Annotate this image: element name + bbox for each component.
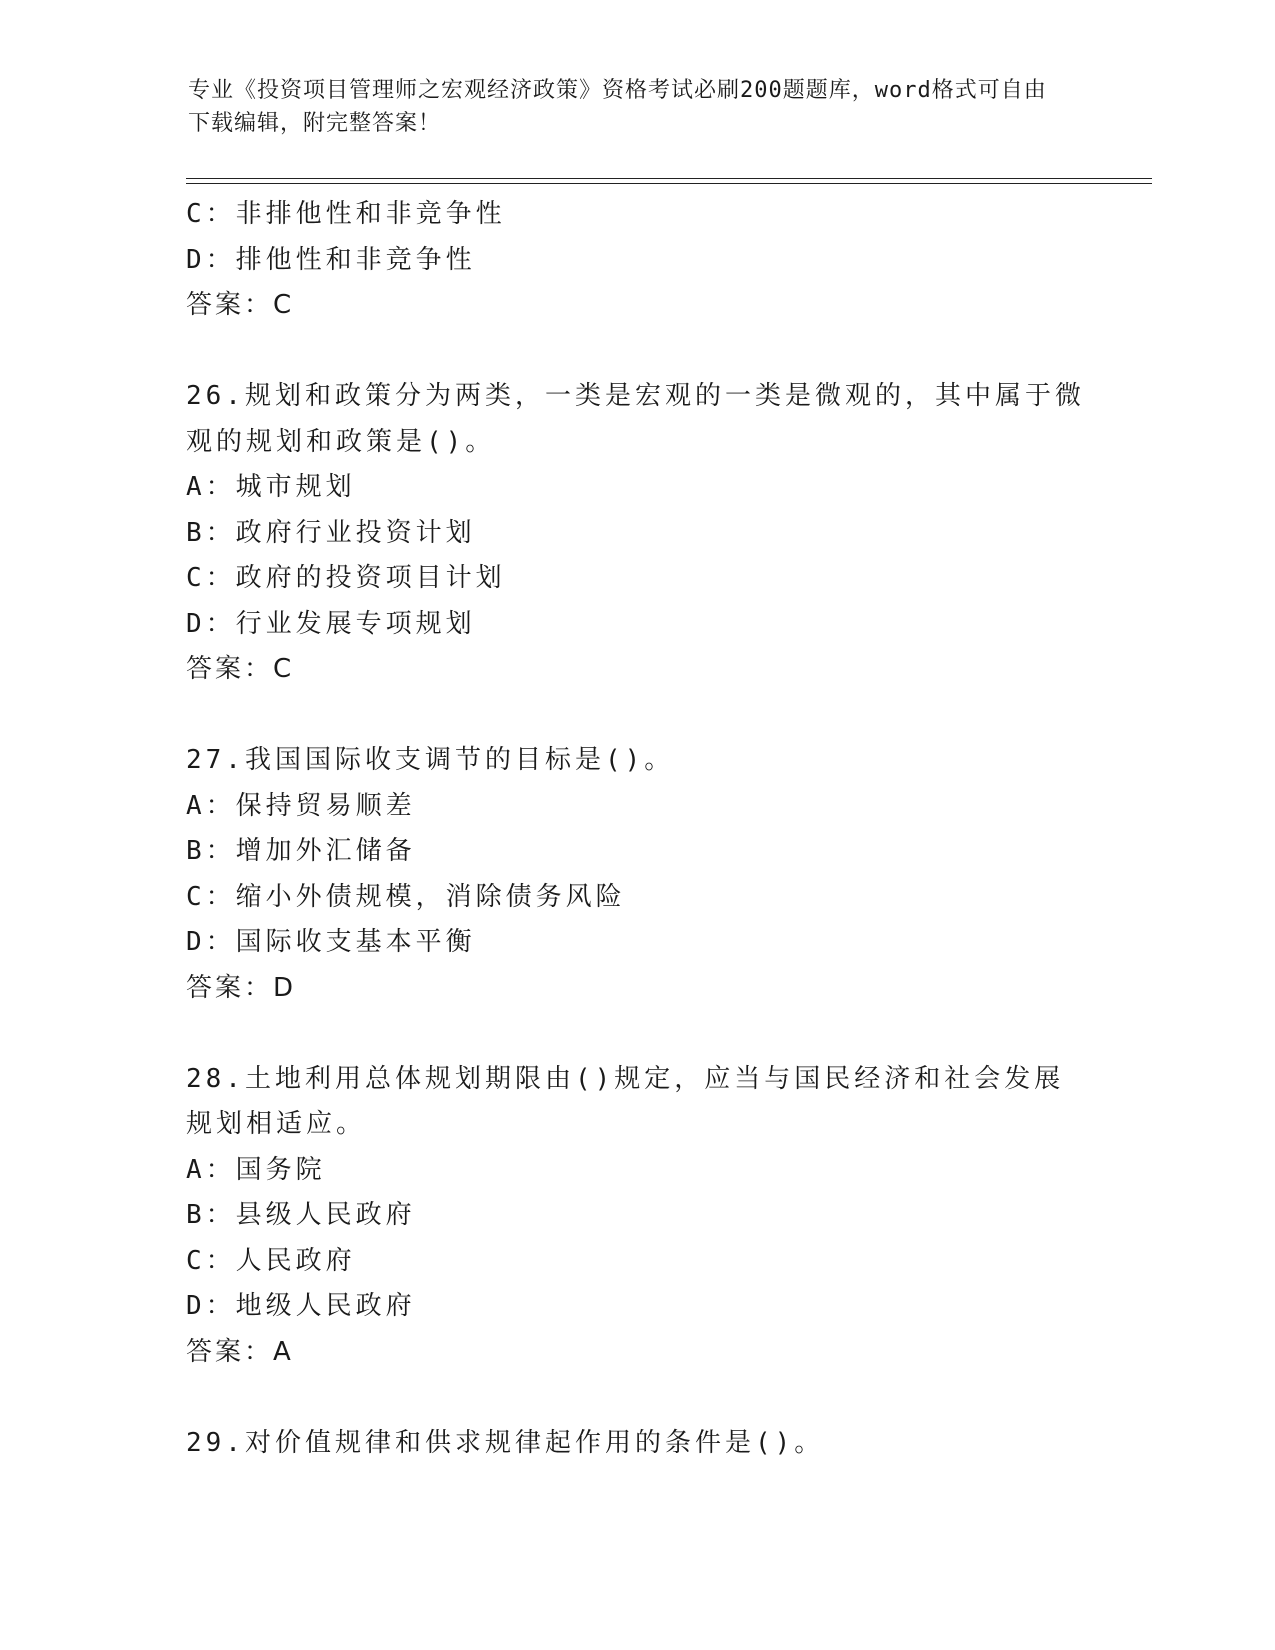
answer-line: 答案：A — [186, 1336, 294, 1367]
question-list — [186, 192, 1086, 1466]
answer-line: 答案：C — [186, 290, 295, 320]
option-b: B：县级人民政府 — [186, 1200, 416, 1230]
question-28 — [186, 1057, 1086, 1376]
spacer — [186, 329, 1086, 375]
answer-line: 答案：C — [186, 654, 295, 684]
option-a: A：国务院 — [186, 1154, 326, 1185]
carry-over-question — [186, 192, 1086, 329]
question-29 — [186, 1421, 1086, 1467]
option-d: D：国际收支基本平衡 — [186, 927, 476, 957]
option-c: C：缩小外债规模，消除债务风险 — [186, 881, 626, 912]
option-d: D：排他性和非竞争性 — [186, 244, 476, 275]
option-a: A：保持贸易顺差 — [186, 790, 416, 821]
spacer — [186, 1011, 1086, 1057]
option-c: C：政府的投资项目计划 — [186, 563, 506, 593]
document-header: 专业《投资项目管理师之宏观经济政策》资格考试必刷200题题库，word格式可自由下载编辑，附完整答案！ — [188, 78, 1047, 136]
option-b: B：政府行业投资计划 — [186, 517, 476, 548]
question-text: 26.规划和政策分为两类，一类是宏观的一类是微观的，其中属于微观的规划和政策是()。 — [186, 381, 1085, 457]
question-text: 27.我国国际收支调节的目标是()。 — [186, 745, 675, 775]
question-text: 28.土地利用总体规划期限由()规定，应当与国民经济和社会发展规划相适应。 — [186, 1063, 1065, 1139]
question-27 — [186, 738, 1086, 1011]
question-text: 29.对价值规律和供求规律起作用的条件是()。 — [186, 1427, 825, 1458]
question-26 — [186, 374, 1086, 693]
spacer — [186, 693, 1086, 739]
option-d: D：行业发展专项规划 — [186, 608, 476, 639]
option-c: C：人民政府 — [186, 1245, 356, 1276]
option-b: B：增加外汇储备 — [186, 836, 416, 866]
spacer — [186, 1375, 1086, 1421]
header-rule-top — [186, 178, 1152, 179]
header-rule-bottom — [186, 183, 1152, 184]
option-c: C：非排他性和非竞争性 — [186, 199, 506, 229]
option-a: A：城市规划 — [186, 472, 356, 502]
option-d: D：地级人民政府 — [186, 1291, 416, 1321]
answer-line: 答案：D — [186, 972, 297, 1003]
